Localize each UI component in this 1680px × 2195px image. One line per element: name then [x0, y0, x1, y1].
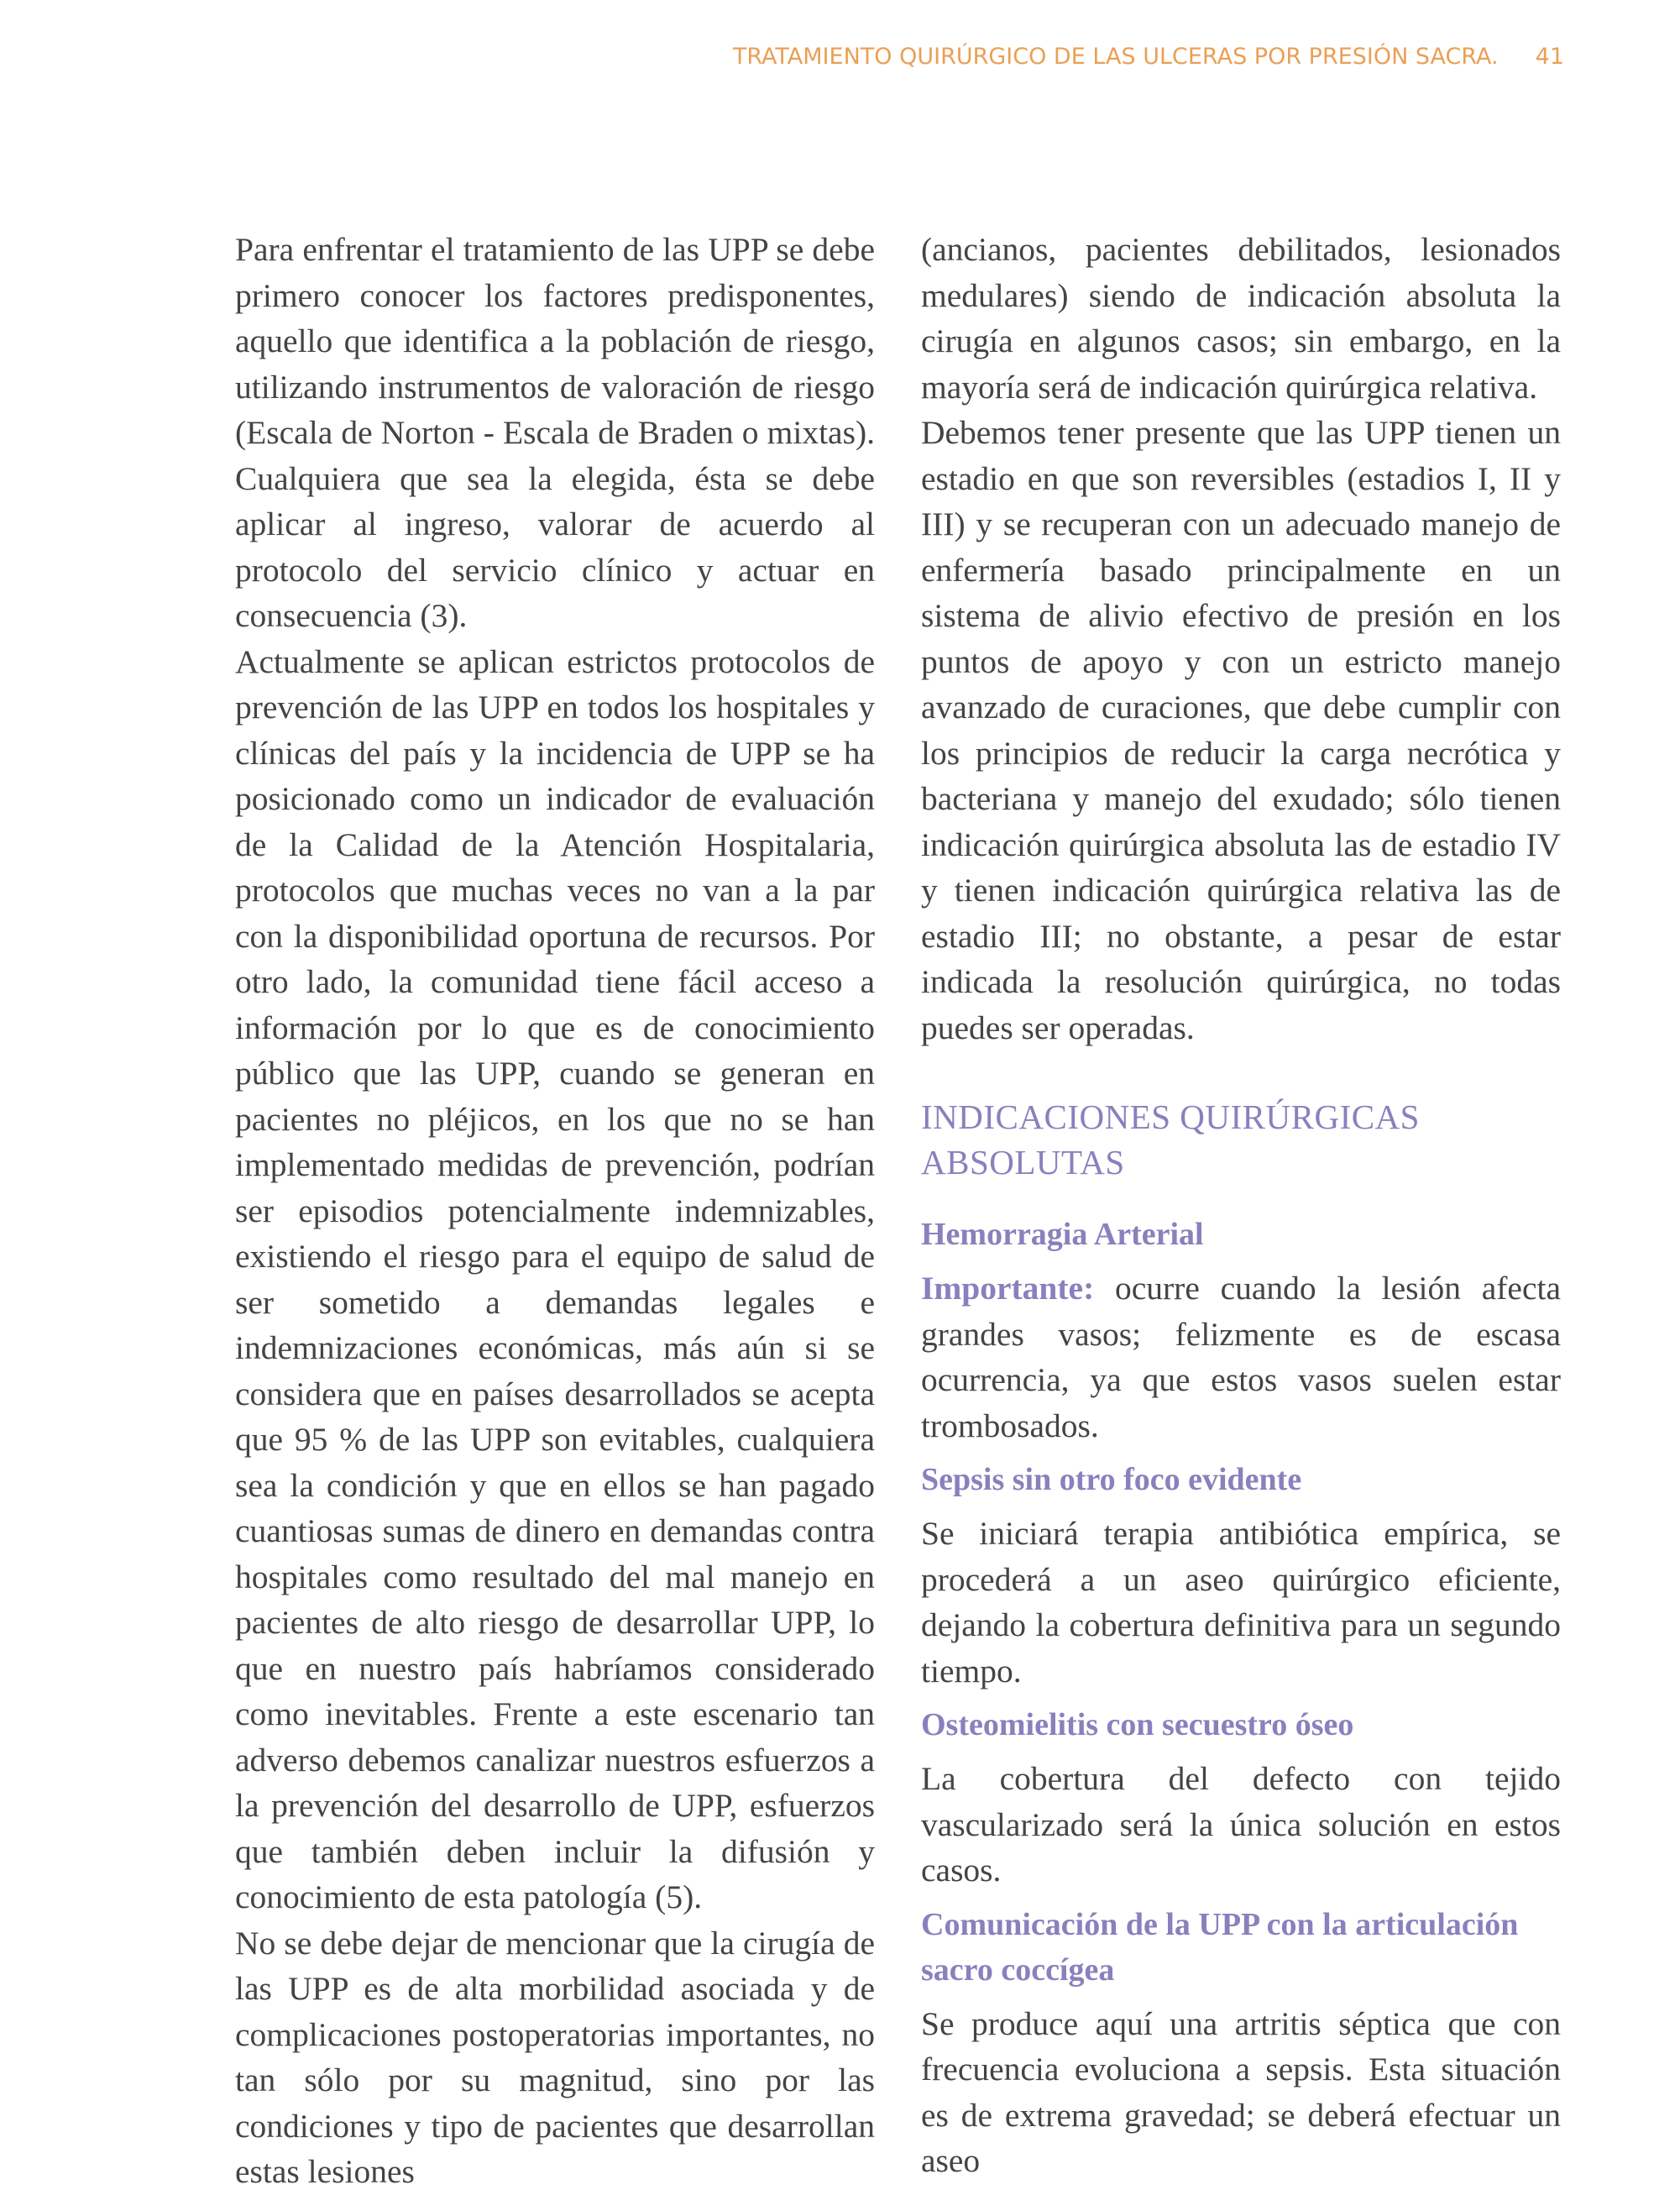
paragraph: Se produce aquí una artritis séptica que con frecuencia evoluciona a sepsis. Esta situación es de extrema gravedad; se deberá efectuar un aseo — [921, 2004, 1561, 2179]
paragraph: (ancianos, pacientes debilitados, lesionados medulares) siendo de indicación absoluta la cirugía en algunos casos; sin embargo, en la mayoría será de indicación quirúrgica relativa. — [921, 231, 1561, 406]
left-column — [235, 227, 875, 2195]
paragraph: Debemos tener presente que las UPP tienen un estadio en que son reversibles (estadios I, II y III) y se recuperan con un adecuado manejo de enfermería basado principalmente en un sistema de alivio efectivo de presión en los puntos de apoyo y con un estricto manejo avanzado de curaciones, que debe cumplir con los principios de reducir la carga necrótica y bacteriana y manejo del exudado; sólo tienen indicación quirúrgica absoluta las de estadio IV y tienen indicación quirúrgica relativa las de estadio III; no obstante, a pesar de estar indicada la resolución quirúrgica, no todas puedes ser operadas. — [921, 414, 1561, 1046]
subsection-title: Comunicación de la UPP con la articulación sacro coccígea — [921, 1906, 1519, 1988]
paragraph — [921, 1265, 1561, 1448]
page-number: 41 — [1535, 44, 1564, 70]
paragraph: Actualmente se aplican estrictos protocolos de prevención de las UPP en todos los hospitales y clínicas del país y la incidencia de UPP se ha posicionado como un indicador de evaluación de la Calidad de la Atención Hospitalaria, protocolos que muchas veces no van a la par con la disponibilidad oportuna de recursos. Por otro lado, la comunidad tiene fácil acceso a información por lo que es de conocimiento público que las UPP, cuando se generan en pacientes no pléjicos, en los que no se han implementado medidas de prevención, podrían ser episodios potencialmente indemnizables, existiendo el riesgo para el equipo de salud de ser sometido a demandas legales e indemnizaciones económicas, más aún si se considera que en países desarrollados se acepta que 95 % de las UPP son evitables, cualquiera sea la condición y que en ellos se han pagado cuantiosas sumas de dinero en demandas contra hospitales como resultado del mal manejo en pacientes de alto riesgo de desarrollar UPP, lo que en nuestro país habríamos considerado como inevitables. Frente a este escenario tan adverso debemos canalizar nuestros esfuerzos a la prevención del desarrollo de UPP, esfuerzos que también deben incluir la difusión y conocimiento de esta patología (5). — [235, 642, 875, 1915]
paragraph: No se debe dejar de mencionar que la cirugía de las UPP es de alta morbilidad asociada y de complicaciones postoperatorias importantes, no tan sólo por su magnitud, sino por las condiciones y tipo de pacientes que desarrollan estas lesiones — [235, 1924, 875, 2190]
paragraph: Para enfrentar el tratamiento de las UPP se debe primero conocer los factores predisponentes, aquello que identifica a la población de riesgo, utilizando instrumentos de valoración de riesgo (Escala de Norton - Escala de Braden o mixtas). Cualquiera que sea la elegida, ésta se debe aplicar al ingreso, valorar de acuerdo al protocolo del servicio clínico y actuar en consecuencia (3). — [235, 231, 875, 634]
paragraph: La cobertura del defecto con tejido vascularizado será la única solución en estos casos. — [921, 1760, 1561, 1889]
subsection-title: Hemorragia Arterial — [921, 1217, 1204, 1252]
paragraph: Se iniciará terapia antibiótica empírica, se procederá a un aseo quirúrgico eficiente, dejando la cobertura definitiva para un segundo tiempo. — [921, 1515, 1561, 1689]
running-header — [733, 44, 1564, 70]
paragraph-text: ocurre cuando la lesión afecta grandes vasos; felizmente es de escasa ocurrencia, ya que estos vasos suelen estar trombosados. — [921, 1270, 1561, 1444]
right-column — [921, 227, 1561, 2184]
running-title: TRATAMIENTO QUIRÚRGICO DE LAS ULCERAS POR PRESIÓN SACRA. — [732, 44, 1499, 70]
lead-label: Importante: — [921, 1270, 1095, 1307]
subsection-title: Sepsis sin otro foco evidente — [921, 1462, 1302, 1497]
section-heading: INDICACIONES QUIRÚRGICAS ABSOLUTAS — [921, 1098, 1420, 1181]
subsection-title: Osteomielitis con secuestro óseo — [921, 1707, 1354, 1742]
